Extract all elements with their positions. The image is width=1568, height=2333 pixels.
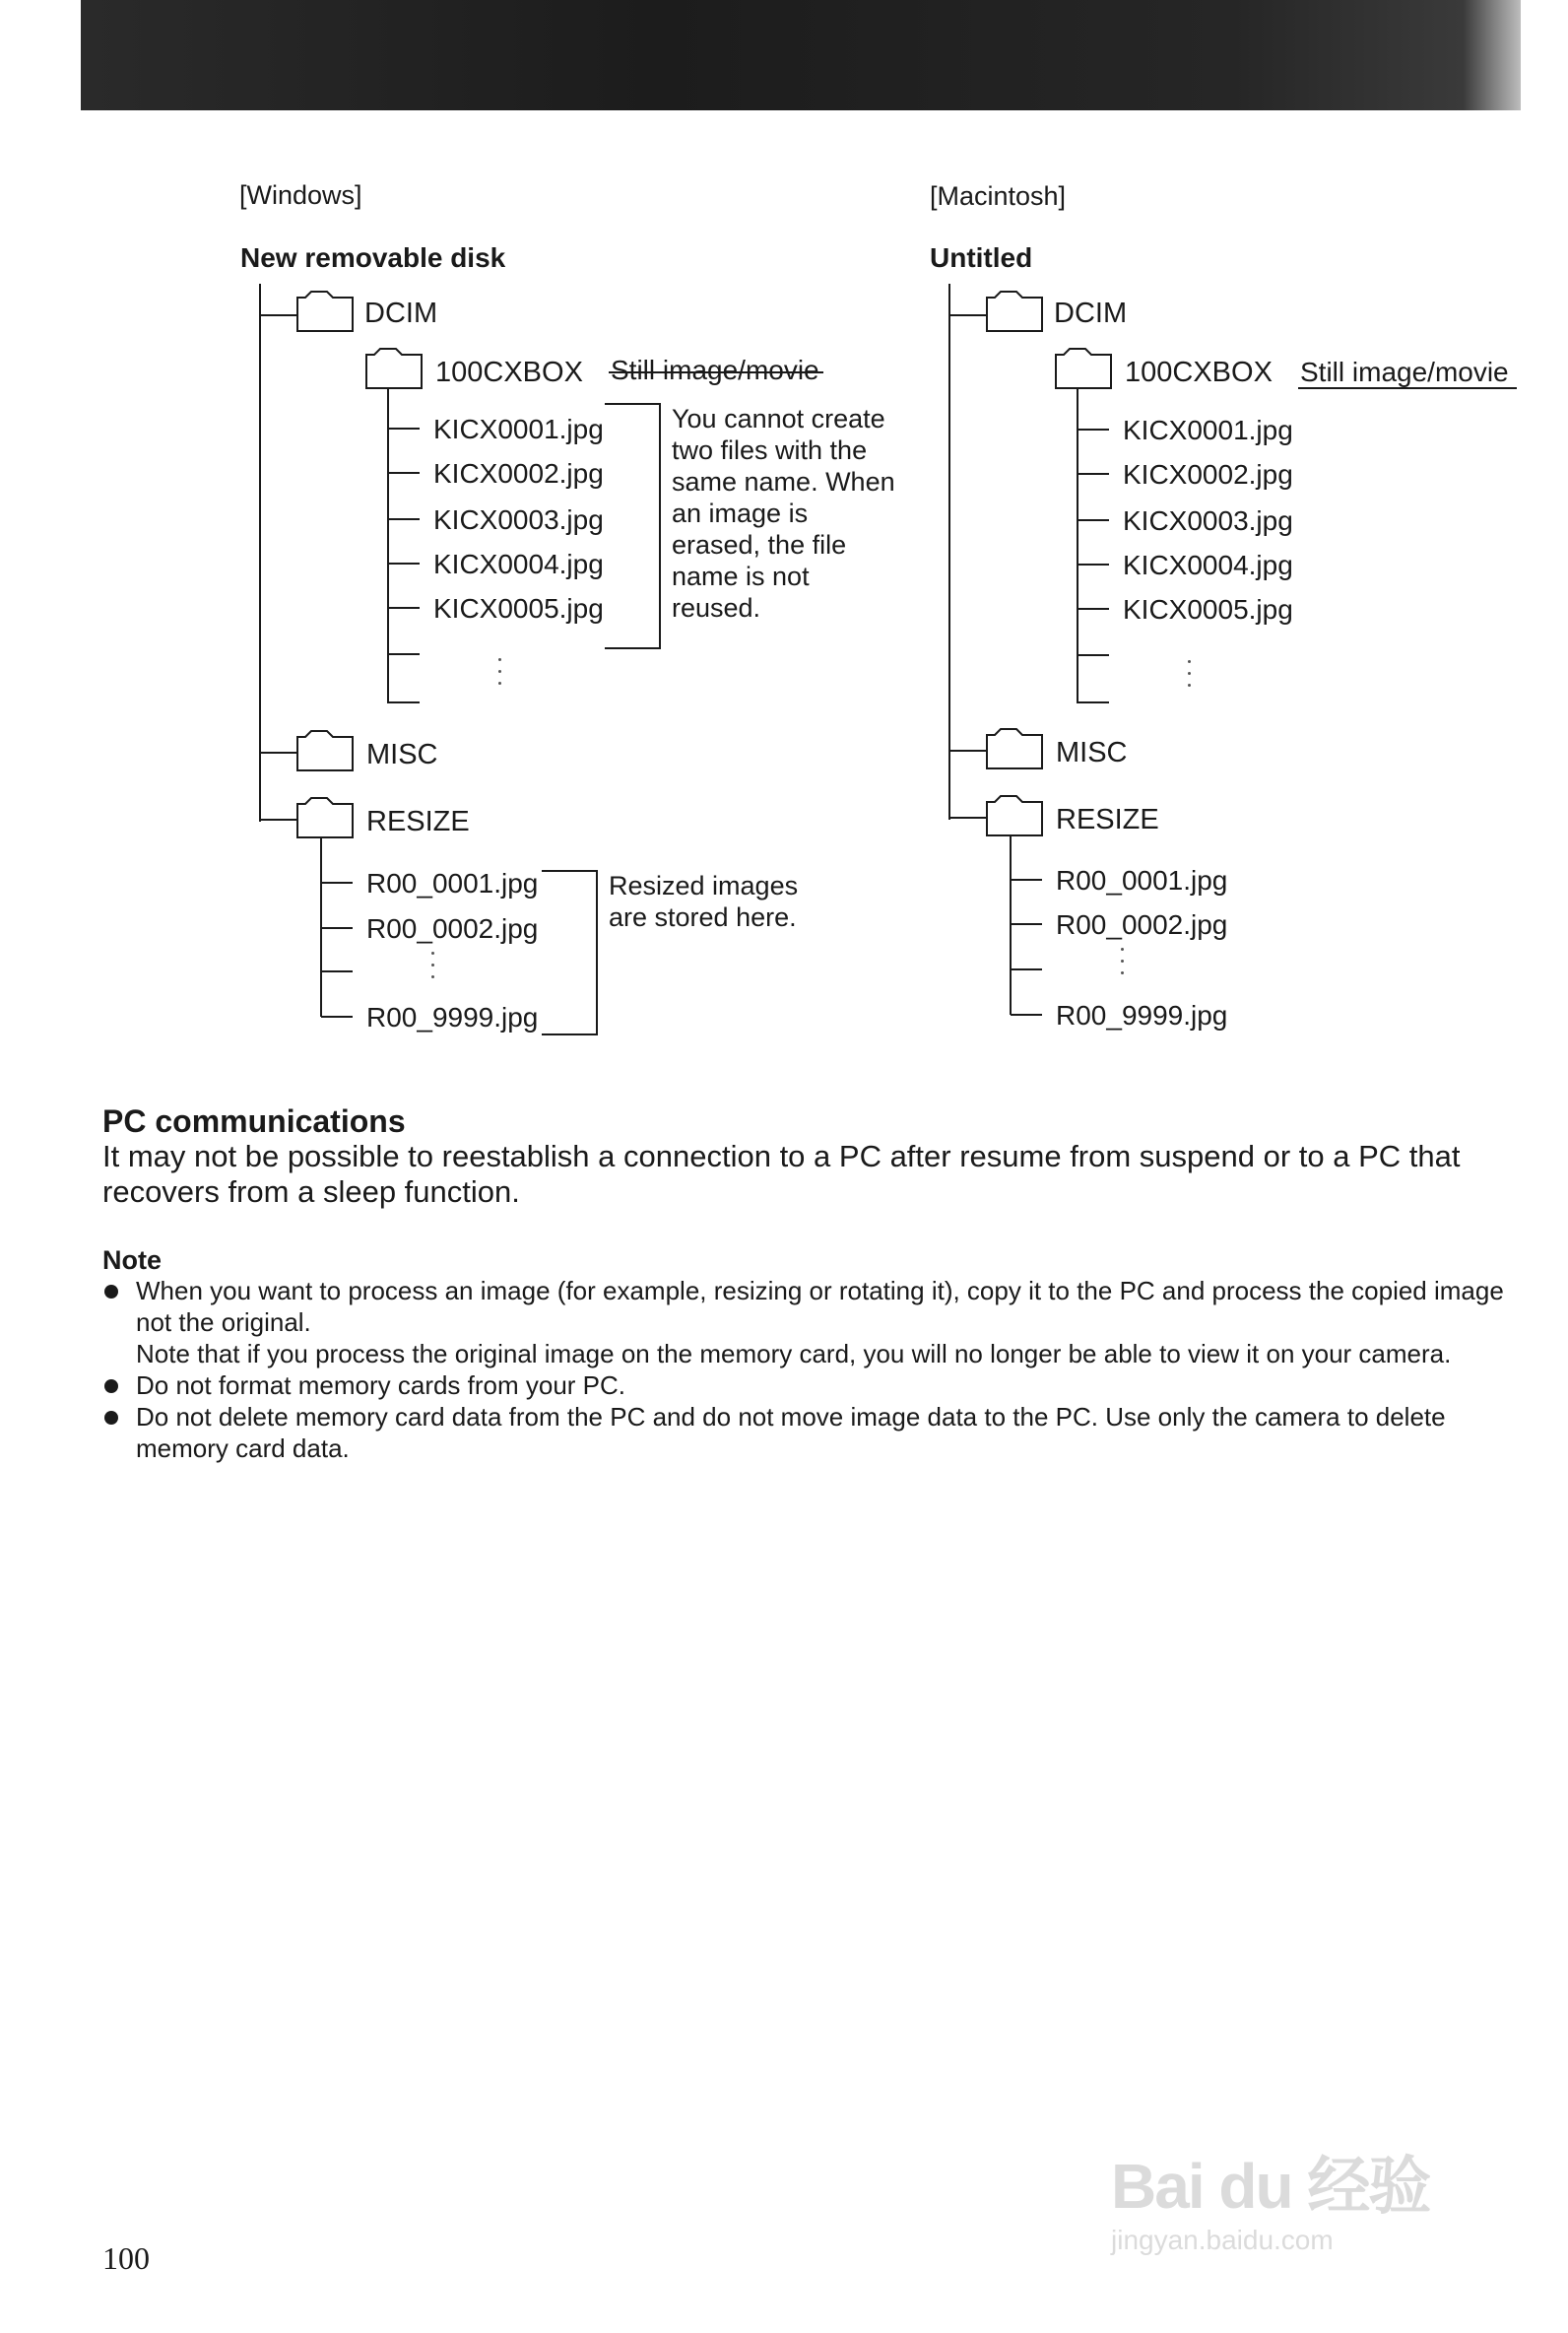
mac-resize-file: R00_9999.jpg	[1056, 1000, 1228, 1031]
note-item: When you want to process an image (for example, resizing or rotating it), copy it to the PC and process the copied image not the original.	[102, 1275, 1521, 1338]
windows-resize-file: R00_0001.jpg	[366, 868, 539, 899]
ellipsis-dots	[1188, 660, 1192, 696]
mac-resize-folder: RESIZE	[1056, 804, 1159, 835]
windows-file-note-line: an image is	[672, 499, 809, 528]
mac-file: KICX0003.jpg	[1123, 505, 1293, 536]
windows-box-note: Still image/movie	[611, 355, 819, 385]
note-list	[102, 1275, 1521, 1464]
mac-resize-file: R00_0002.jpg	[1056, 909, 1228, 940]
note-item: Do not format memory cards from your PC.	[102, 1369, 1521, 1401]
windows-file: KICX0003.jpg	[433, 504, 604, 535]
windows-file: KICX0001.jpg	[433, 414, 604, 444]
note-item: Do not delete memory card data from the PC and do not move image data to the PC. Use only the camera to delete memory card data.	[102, 1401, 1521, 1464]
windows-file: KICX0005.jpg	[433, 593, 604, 624]
watermark-logo: Bai du 经验	[1111, 2151, 1430, 2222]
windows-file-note-line: You cannot create	[672, 404, 885, 433]
windows-misc-folder: MISC	[366, 739, 438, 770]
mac-file: KICX0005.jpg	[1123, 594, 1293, 625]
baidu-watermark	[1111, 2097, 1485, 2264]
mac-label: [Macintosh]	[930, 181, 1067, 211]
windows-disk-name: New removable disk	[240, 242, 506, 273]
windows-resize-folder: RESIZE	[366, 806, 470, 837]
windows-file: KICX0004.jpg	[433, 549, 604, 579]
mac-disk-name: Untitled	[930, 242, 1033, 273]
windows-resize-file: R00_9999.jpg	[366, 1002, 539, 1033]
mac-file: KICX0002.jpg	[1123, 459, 1293, 490]
ellipsis-dots	[1121, 948, 1125, 983]
mac-box-note: Still image/movie	[1300, 357, 1509, 387]
mac-dcim-folder: DCIM	[1054, 298, 1128, 329]
pc-section-body: It may not be possible to reestablish a connection to a PC after resume from suspend or to a PC that recovers from a sleep function.	[102, 1139, 1461, 1209]
mac-file: KICX0004.jpg	[1123, 550, 1293, 580]
note-item-continuation	[102, 1338, 1521, 1369]
windows-file-note-line: erased, the file	[672, 530, 847, 560]
mac-box-folder: 100CXBOX	[1125, 357, 1273, 388]
note-item-continuation-text: Note that if you process the original image on the memory card, you will no longer be able to view it on your camera.	[136, 1339, 1452, 1368]
mac-misc-folder: MISC	[1056, 737, 1128, 768]
windows-file-note-line: reused.	[672, 593, 761, 623]
ellipsis-dots	[431, 952, 435, 987]
windows-file-note-line: name is not	[672, 562, 810, 591]
ellipsis-dots	[498, 658, 502, 694]
windows-resize-note-line: Resized images	[609, 871, 799, 900]
windows-resize-file: R00_0002.jpg	[366, 913, 539, 944]
windows-file: KICX0002.jpg	[433, 458, 604, 489]
pc-section-title: PC communications	[102, 1103, 406, 1139]
windows-dcim-folder: DCIM	[364, 298, 438, 329]
watermark-url: jingyan.baidu.com	[1111, 2225, 1334, 2255]
windows-resize-note-line: are stored here.	[609, 902, 797, 932]
mac-resize-file: R00_0001.jpg	[1056, 865, 1228, 896]
windows-file-note-line: two files with the	[672, 435, 868, 465]
page-number: 100	[102, 2240, 150, 2276]
mac-file: KICX0001.jpg	[1123, 415, 1293, 445]
windows-label: [Windows]	[239, 180, 362, 210]
note-title: Note	[102, 1245, 162, 1275]
windows-box-folder: 100CXBOX	[435, 357, 583, 388]
windows-file-note-line: same name. When	[672, 467, 895, 497]
header-band	[81, 0, 1521, 110]
mac-tree-lines	[949, 284, 1517, 1015]
